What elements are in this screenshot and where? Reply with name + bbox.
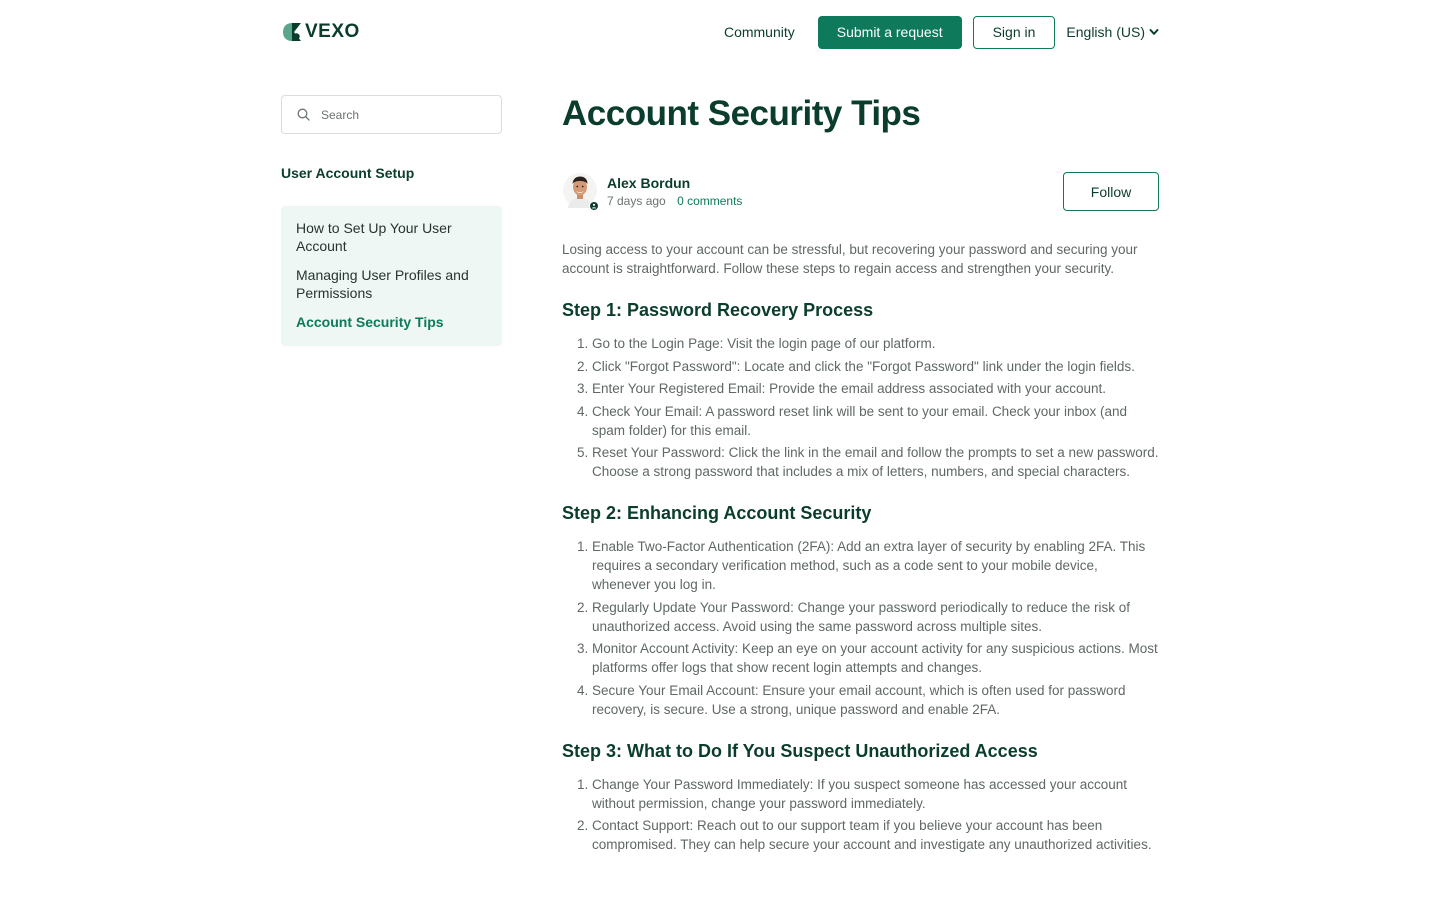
step-2-list <box>562 537 1159 719</box>
search-box[interactable] <box>281 95 502 134</box>
sidebar-item-setup-account[interactable]: How to Set Up Your User Account <box>296 220 452 254</box>
chevron-down-icon <box>1149 27 1159 37</box>
author-row <box>562 172 1159 212</box>
step-1-list <box>562 334 1159 481</box>
step-3-heading: Step 3: What to Do If You Suspect Unauthorized Access <box>562 740 1038 761</box>
site-header <box>0 0 1440 64</box>
language-label: English (US) <box>1066 24 1145 40</box>
post-time: 7 days ago <box>607 194 666 208</box>
author-name[interactable]: Alex Bordun <box>607 175 691 191</box>
language-selector[interactable] <box>1066 24 1159 40</box>
step-2-heading: Step 2: Enhancing Account Security <box>562 503 872 523</box>
list-item: 2. Click "Forgot Password": Locate and click the "Forgot Password" link under the login fields. <box>592 357 1159 376</box>
step-3-list <box>562 775 1159 855</box>
step-1-heading: Step 1: Password Recovery Process <box>562 300 874 320</box>
author-avatar[interactable] <box>562 172 600 210</box>
brand-name: VEXO <box>305 21 360 42</box>
article-intro: Losing access to your account can be stressful, but recovering your password and securing your account is straightforward. Follow these steps to regain access and strengthen your security. <box>562 242 1138 276</box>
list-item: 4. Check Your Email: A password reset link will be sent to your email. Check your inbox (and spam folder) for this email. <box>592 402 1159 440</box>
article-title: Account Security Tips <box>562 94 921 133</box>
follow-button[interactable]: Follow <box>1063 172 1159 211</box>
list-item: 5. Reset Your Password: Click the link in the email and follow the prompts to set a new password. Choose a strong password that includes a mix of letters, numbers, and special characters. <box>592 443 1159 481</box>
sign-in-button[interactable]: Sign in <box>973 16 1056 49</box>
comments-link[interactable]: 0 comments <box>677 194 743 208</box>
brand-logo[interactable] <box>281 20 360 44</box>
list-item: 3. Enter Your Registered Email: Provide the email address associated with your account. <box>592 379 1159 398</box>
logo-mark-icon <box>281 22 303 42</box>
list-item: 1. Go to the Login Page: Visit the login page of our platform. <box>592 334 1159 353</box>
author-meta <box>607 194 742 208</box>
sidebar-article-list <box>281 206 502 346</box>
article <box>562 92 1159 858</box>
list-item: 2. Contact Support: Reach out to our support team if you believe your account has been compromised. They can help secure your account and investigate any unauthorized activities. <box>592 816 1159 854</box>
submit-request-button[interactable]: Submit a request <box>818 16 962 49</box>
sidebar-item-security-tips[interactable]: Account Security Tips <box>296 314 444 330</box>
list-item: 1. Change Your Password Immediately: If you suspect someone has accessed your account without permission, change your password immediately. <box>592 775 1159 813</box>
sidebar-section-title: User Account Setup <box>281 165 415 181</box>
sidebar-item-profiles-permissions[interactable]: Managing User Profiles and Permissions <box>296 267 469 301</box>
nav-community-link[interactable]: Community <box>723 24 795 40</box>
list-item: 3. Monitor Account Activity: Keep an eye on your account activity for any suspicious actions. Most platforms offer logs that show recent login attempts and changes. <box>592 639 1159 677</box>
list-item: 4. Secure Your Email Account: Ensure your email account, which is often used for password recovery, is secure. Use a strong, unique password and enable 2FA. <box>592 681 1159 719</box>
list-item: 1. Enable Two-Factor Authentication (2FA): Add an extra layer of security by enabling 2FA. This requires a secondary verification method, such as a code sent to your mobile device, whenever you log in. <box>592 537 1159 594</box>
search-icon <box>297 108 310 121</box>
search-input[interactable] <box>319 107 489 123</box>
list-item: 2. Regularly Update Your Password: Change your password periodically to reduce the risk of unauthorized access. Avoid using the same password across multiple sites. <box>592 598 1159 636</box>
header-nav <box>724 15 1159 49</box>
